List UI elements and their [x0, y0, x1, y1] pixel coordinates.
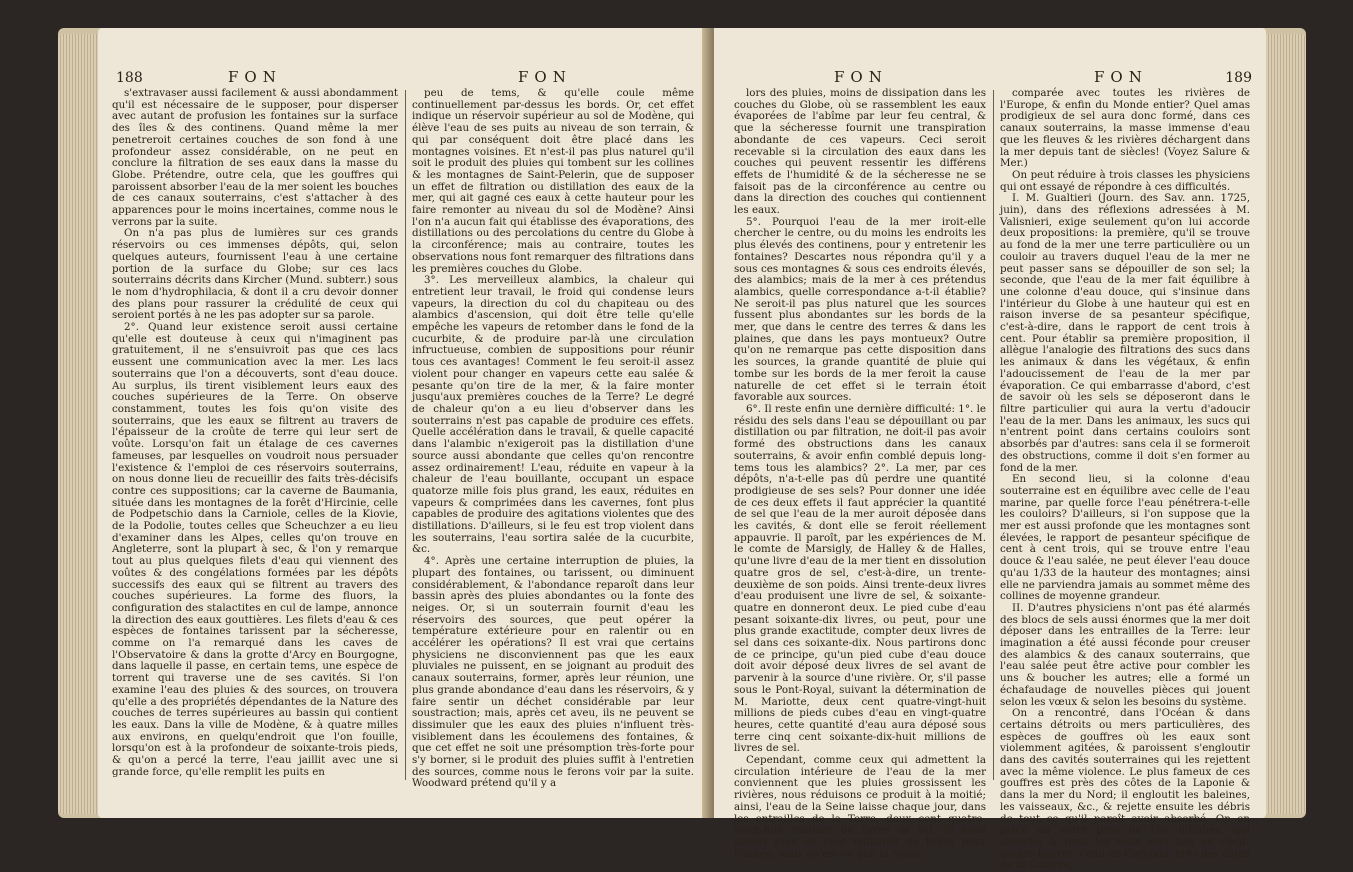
running-head-right-2: FON [1094, 68, 1148, 86]
paragraph: 4°. Après une certaine interruption de pluies, la plupart des fontaines, ou tarissent, ou diminuent considérablement, & l'abondance reparoît dans leur bassin après des pluies abondantes ou la fonte des neiges. Or, si un souterrain fournit d'eau les réservoirs des sources, que peut opérer la température extérieure pour en ralentir ou en accélérer les opérations? Il est vrai que certains physiciens ne disconviennent pas que les eaux pluviales ne puissent, en se joignant au produit des canaux souterrains, former, après leur réunion, une plus grande abondance d'eau dans les réservoirs, & y faire sentir un déchet considérable par leur soustraction; mais, après cet aveu, ils ne peuvent se dissimuler que les eaux des pluies n'influent très-visiblement dans les écoulemens des fontaines, & que cet effet ne soit une présomption très-forte pour s'y borner, si le produit des pluies suffit à l'entretien des sources, comme nous le ferons voir par la suite. Woodward prétend qu'il y a [412, 555, 694, 790]
paragraph: 6°. Il reste enfin une dernière difficulté: 1°. le résidu des sels dans l'eau se dépouillant ou par distillation ou par filtration, ne doit-il pas avoir formé des obstructions dans les canaux souterrains, & avoir enfin comblé depuis long-tems tous les alambics? 2°. La mer, par ces dépôts, n'a-t-elle pas dû perdre une quantité prodigieuse de ses sels? Pour donner une idée de ces deux effets il faut apprécier la quantité de sel que l'eau de la mer auroit déposée dans les cavités, & dont elle se feroit réellement appauvrie. Il paroît, par les expériences de M. le comte de Marsigly, de Halley & de Halles, qu'une livre d'eau de la mer tient en dissolution quatre gros de sel, c'est-à-dire, un trente-deuxième de son poids. Ainsi trente-deux livres d'eau produisent une livre de sel, & soixante-quatre en donneront deux. Le pied cube d'eau pesant soixante-dix livres, ou peut, pour une plus grande exactitude, compter deux livres de sel dans ces soixante-dix. Nous partirons donc de ce principe, qu'un pied cube d'eau douce doit avoir déposé deux livres de sel avant de parvenir à la source d'une rivière. Or, s'il passe sous le Pont-Royal, suivant la détermination de M. Mariotte, deux cent quatre-vingt-huit millions de pieds cubes d'eau en vingt-quatre heures, cette quantité d'eau aura déposé sous terre cinq cent soixante-dix-huit millions de livres de sel. [734, 402, 986, 755]
right-page-column-1 [734, 88, 986, 860]
paragraph: 3°. Les merveilleux alambics, la chaleur qui entretient leur travail, le froid qui condense leurs vapeurs, la direction du col du chapiteau ou des alambics d'ascension, qui doit être telle qu'elle empêche les vapeurs de retomber dans le fond de la cucurbite, & de produire par-là une circulation infructueuse, combien de suppositions pour réunir tous ces avantages! Comment le feu seroit-il assez violent pour changer en vapeurs cette eau salée & pesante qu'on tire de la mer, & la faire monter jusqu'aux premières couches de la Terre? Le degré de chaleur qu'on a eu lieu d'observer dans les souterrains n'est pas capable de produire ces effets. Quelle accélération dans le travail, & quelle capacité dans l'alambic n'exigeroit pas la distillation d'une source aussi abondante que celles qu'on rencontre assez ordinairement! L'eau, réduite en vapeur à la chaleur de l'eau bouillante, occupant un espace quatorze mille fois plus grand, les eaux, réduites en vapeurs & comprimées dans les cavernes, font plus capables de produire des agitations violentes que des distillations. D'ailleurs, si le feu est trop violent dans les souterrains, l'eau sortira salée de la cucurbite, &c. [412, 274, 694, 556]
right-page-column-2 [1000, 88, 1250, 872]
book [58, 28, 1306, 872]
left-page-column-1 [112, 88, 398, 778]
running-head-left-1: FON [228, 68, 282, 86]
paragraph: I. M. Gualtieri (Journ. des Sav. ann. 1725, juin), dans des réflexions adressées à M. Valisnieri, exige seulement qu'on lui accorde deux propositions: la première, qu'il se trouve au fond de la mer une terre particulière ou un couloir au travers duquel l'eau de la mer ne peut passer sans se dépouiller de son sel; la seconde, que l'eau de la mer fait équilibre à une colonne d'eau douce, qui s'insinue dans l'intérieur du Globe à une hauteur qui est en raison inverse de sa pesanteur spécifique, c'est-à-dire, dans le rapport de cent trois à cent. Pour établir sa première proposition, il allègue l'analogie des filtrations des sucs dans les animaux & dans les végétaux, & enfin l'adoucissement de l'eau de la mer par évaporation. Ce qui embarrasse d'abord, c'est de savoir où les sels se déposeront dans le filtre particulier qui aura la vertu d'adoucir l'eau de la mer. Dans les animaux, les sucs qui n'entrent point dans certains couloirs sont absorbés par d'autres: sans cela il se formeroit des obstructions, comme il doit s'en former au fond de la mer. [1000, 192, 1250, 474]
paragraph: Cependant, comme ceux qui admettent la circulation intérieure de l'eau de la mer conviennent que les pluies grossissent les rivières, nous réduisons ce produit à la moitié; ainsi, l'eau de la Seine laisse chaque jour, dans les entrailles de la Terre, deux cent quatre-vingt-huit millions de livres de sel. Si nous avions plus de cent milliards de livres pour l'année; mais qu'est-ce que la Seine, [734, 754, 986, 860]
paragraph: 2°. Quand leur existence seroit aussi certaine qu'elle est douteuse à ceux qui n'imaginent pas gratuitement, il ne s'ensuivroit pas que ces lacs eussent une communication avec la mer. Les lacs souterrains que l'on a découverts, sont d'eau douce. Au surplus, ils tirent visiblement leurs eaux des couches supérieures de la Terre. On observe constamment, toutes les fois qu'on visite des souterrains, que les eaux se filtrent au travers de l'épaisseur de la croûte de terre qui leur sert de voûte. Lorsqu'on fait un étalage de ces cavernes fameuses, par lesquelles on voudroit nous persuader l'existence & l'emploi de ces réservoirs souterrains, on nous donne lieu de recueillir des faits très-décisifs contre ces suppositions; car la caverne de Baumania, située dans les montagnes de la forêt d'Hircinie, celle de Podpetschio dans la Carniole, celles de la Kiovie, de la Podolie, toutes celles que Scheuchzer a eu lieu d'examiner dans les Alpes, celles qu'on trouve en Angleterre, sont la plupart à sec, & l'on y remarque tout au plus quelques filets d'eau qui viennent des voûtes & des congélations formées par les dépôts successifs des eaux qui se filtrent au travers des couches supérieures. La forme des fluors, la configuration des stalactites en cul de lampe, annonce la direction des eaux gouttières. Les filets d'eau & ces espèces de fontaines tarissent par la sécheresse, comme on l'a remarqué dans les caves de l'Observatoire & dans la grotte d'Arcy en Bourgogne, dans laquelle il passe, en certain tems, une espèce de torrent qui traverse une de ses cavités. Si l'on examine l'eau des pluies & des sources, on trouvera qu'elle a des propriétés dépendantes de la Nature des couches de terres supérieures au bassin qui contient les eaux. Dans la ville de Modène, & à quatre milles aux environs, en quelqu'endroit que l'on fouille, lorsqu'on est à la profondeur de soixante-trois pieds, & qu'on a percé la terre, l'eau jaillit avec une si grande force, qu'elle remplit les puits en [112, 321, 398, 778]
left-page-column-2 [412, 88, 694, 790]
paragraph: comparée avec toutes les rivières de l'Europe, & enfin du Monde entier? Quel amas prodigieux de sel aura donc formé, dans ces canaux souterrains, la masse immense d'eau que les fleuves & les rivières déchargent dans la mer depuis tant de siècles! (Voyez Salure & Mer.) [1000, 87, 1250, 170]
running-head-left-2: FON [518, 68, 572, 86]
column-rule [993, 90, 994, 780]
running-head-right-1: FON [834, 68, 888, 86]
paragraph: II. D'autres physiciens n'ont pas été alarmés des blocs de sels aussi énormes que la mer doit déposer dans les entrailles de la Terre: leur imagination a été aussi féconde pour creuser des alambics & des canaux souterrains, que l'eau salée peut être active pour combler les uns & boucher les autres; elle a formé un échafaudage de nouvelles pièces qui jouent selon les vœux & selon les besoins du système. [1000, 601, 1250, 708]
paragraph: lors des pluies, moins de dissipation dans les couches du Globe, où se rassemblent les eaux évaporées de l'abîme par leur feu central, & que la sécheresse fournit une transpiration abondante de ces vapeurs. Ceci seroit recevable si la circulation des eaux dans les couches qui peuvent ressentir les différens effets de l'humidité & de la sécheresse ne se faisoit pas de la circonférence au centre ou dans la direction des couches qui contiennent les eaux. [734, 87, 986, 217]
column-rule [405, 90, 406, 780]
page-number-right: 189 [1225, 70, 1252, 86]
page-edges-right [1262, 34, 1306, 814]
left-page [98, 28, 710, 818]
paragraph: En second lieu, si la colonne d'eau souterraine est en équilibre avec celle de l'eau marine, par quelle force l'eau pénétrera-t-elle les couloirs? D'ailleurs, si l'on suppose que la mer est aussi profonde que les montagnes sont élevées, le rapport de pesanteur spécifique de cent à cent trois, qui se trouve entre l'eau douce & l'eau salée, ne peut élever l'eau douce qu'au 1/33 de la hauteur des montagnes; ainsi elle ne parviendra jamais au sommet même des collines de moyenne grandeur. [1000, 473, 1250, 603]
paragraph: On peut réduire à trois classes les physiciens qui ont essayé de répondre à ces difficultés. [1000, 168, 1250, 193]
paragraph: On n'a pas plus de lumières sur ces grands réservoirs ou ces immenses dépôts, qui, selon quelques auteurs, fournissent l'eau à une certaine portion de la surface du Globe; sur ces lacs souterrains décrits dans Kircher (Mund. subterr.) sous le nom d'hydrophilacia, & dont il a cru devoir donner des plans pour rassurer la crédulité de ceux qui seroient portés à ne les pas adopter sur sa parole. [112, 227, 398, 322]
paragraph: 5°. Pourquoi l'eau de la mer iroit-elle chercher le centre, ou du moins les endroits les plus élevés des continens, pour y entretenir les fontaines? Descartes nous répondra qu'il y a sous ces montagnes & sous ces endroits élevés, des alambics; mais de la mer à ces prétendus alambics, quelle correspondance a-t-il établie? Ne seroit-il pas plus naturel que les sources fussent plus abondantes sur les bords de la mer, que dans le centre des terres & dans les plaines, que dans les pays montueux? Outre qu'on ne remarque pas cette disposition dans les sources, la grande quantité de pluie qui tombe sur les bords de la mer feroit la cause naturelle de cet effet si le terrain étoit favorable aux sources. [734, 215, 986, 404]
page-number-left: 188 [116, 70, 143, 86]
paragraph: On a rencontré, dans l'Océan & dans certains détroits ou mers particulières, des espèces de gouffres où les eaux sont violemment agitées, & paroissent s'engloutir dans des cavités souterraines qui les rejettent avec la même violence. Le plus fameux de ces gouffres est près des côtes de la Laponie & dans la mer du Nord; il engloutit les baleines, les vaisseaux, &c., & rejette ensuite les débris de tout ce qu'il paroît avoir absorbé. On en place un autre près de l'île d'Eubée, qui absorbe & rend les eaux sept fois en vingt-quatre heures: celui de Carybde, près des côtes de la Calabre, [1000, 707, 1250, 872]
paragraph: peu de tems, & qu'elle coule même continuellement par-dessus les bords. Or, cet effet indique un réservoir supérieur au sol de Modène, qui élève l'eau de ses puits au niveau de son terrain, & qui par conséquent doit être placé dans les montagnes voisines. Et n'est-il pas plus naturel qu'il soit le produit des pluies qui tombent sur les collines & les montagnes de Saint-Pelerin, que de supposer un effet de filtration ou distillation des eaux de la mer, qui ait gagné ces eaux à cette hauteur pour les faire remonter au niveau du sol de Modène? Ainsi l'on n'a aucun fait qui établisse des évaporations, des distillations ou des percolations du centre du Globe à la circonférence; mais au contraire, toutes les observations nous font remarquer des filtrations dans les premières couches du Globe. [412, 87, 694, 275]
paragraph: s'extravaser aussi facilement & aussi abondamment qu'il est nécessaire de le supposer, pour disperser avec autant de profusion les fontaines sur la surface des îles & des continens. Quand même la mer penetreroit certaines couches de son fond à une profondeur assez considérable, on ne peut en conclure la filtration de ses eaux dans la masse du Globe. Prétendre, outre cela, que les gouffres qui paroissent absorber l'eau de la mer soient les bouches de ces canaux souterrains, c'est s'attacher à des apparences pour le moins incertaines, comme nous le verrons par la suite. [112, 87, 398, 228]
page-edges-left [58, 34, 102, 814]
right-page [714, 28, 1266, 872]
